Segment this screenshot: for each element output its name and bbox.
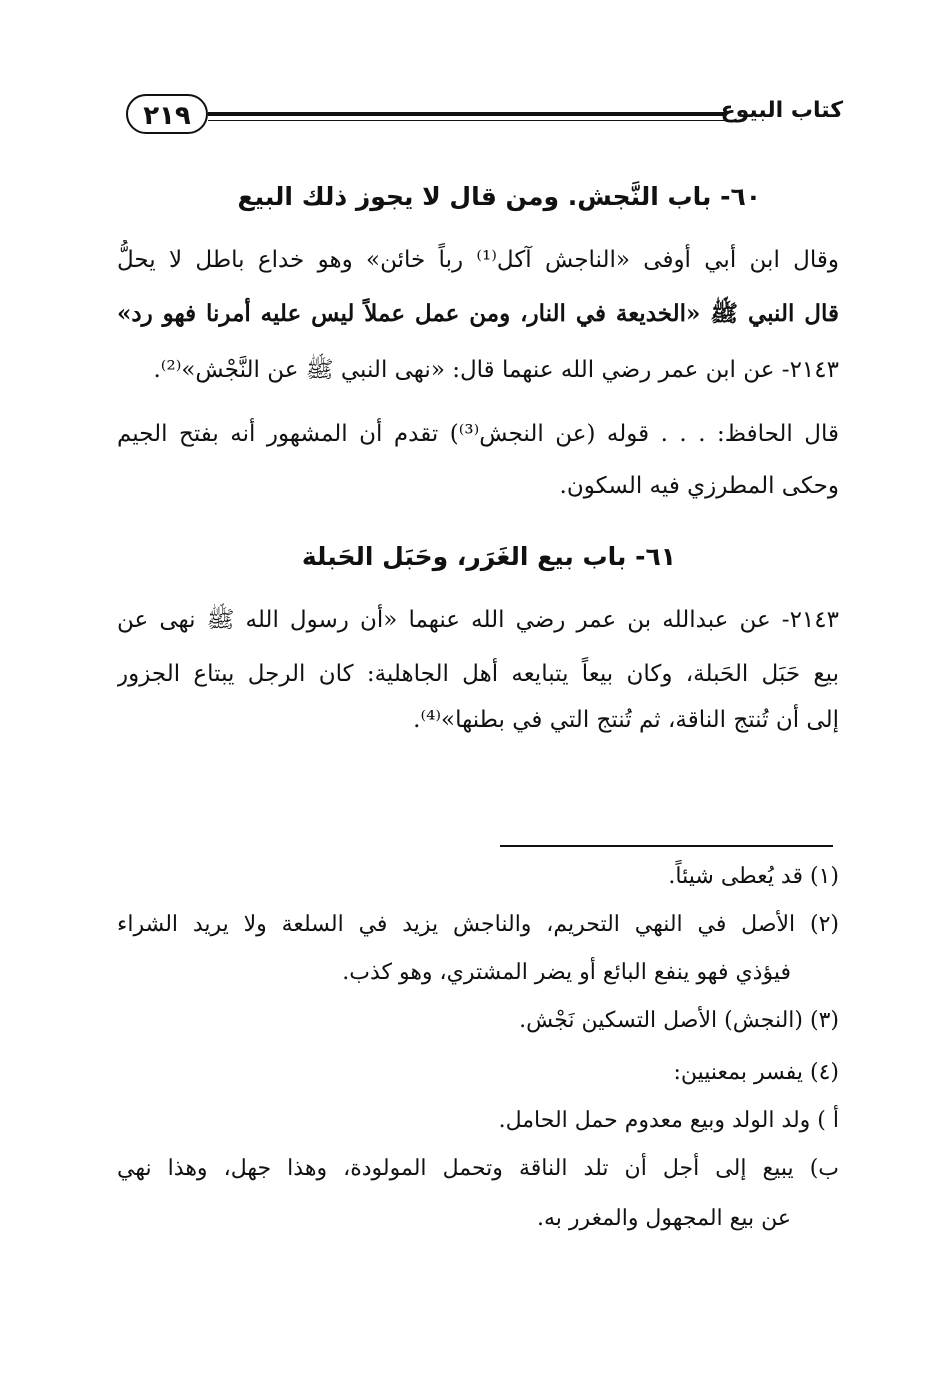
page-number: ٢١٩ [126, 94, 208, 134]
body-line: قال الحافظ: . . . قوله (عن النجش⁽³⁾) تقدم أن المشهور أنه بفتح الجيم [117, 421, 839, 447]
footnote-line: فيؤذي فهو ينفع البائع أو يضر المشتري، وهو كذب. [342, 960, 791, 985]
book-title: كتاب البيوع [720, 98, 843, 123]
header-rule-thin [208, 120, 725, 121]
footnote-separator [500, 845, 833, 847]
hadith-line: ٢١٤٣- عن عبدالله بن عمر رضي الله عنهما «أن رسول الله ﷺ نهى عن [117, 607, 839, 633]
chapter-heading-60: ٦٠- باب النَّجش. ومن قال لا يجوز ذلك البيع [237, 182, 761, 211]
footnote-line: (٢) الأصل في النهي التحريم، والناجش يزيد في السلعة ولا يريد الشراء [117, 912, 839, 937]
footnote-line: ب) يبيع إلى أجل أن تلد الناقة وتحمل المولودة، وهذا جهل، وهذا نهي [117, 1156, 839, 1181]
footnote-line: عن بيع المجهول والمغرر به. [537, 1206, 791, 1231]
body-line: إلى أن تُنتج الناقة، ثم تُنتج التي في بطنها»⁽⁴⁾. [413, 707, 839, 733]
footnote-line: (٤) يفسر بمعنيين: [673, 1060, 839, 1085]
body-line: بيع حَبَل الحَبلة، وكان بيعاً يتبايعه أهل الجاهلية: كان الرجل يبتاع الجزور [117, 661, 839, 687]
header-rule-thick [208, 112, 725, 116]
footnote-line: (١) قد يُعطى شيئاً. [668, 864, 839, 889]
footnote-line: أ ) ولد الولد وبيع معدوم حمل الحامل. [498, 1108, 839, 1133]
running-header [120, 92, 843, 142]
hadith-line: ٢١٤٣- عن ابن عمر رضي الله عنهما قال: «نهى النبي ﷺ عن النَّجْش»⁽²⁾. [153, 357, 839, 383]
body-line: وقال ابن أبي أوفى «الناجش آكل⁽¹⁾ رباً خائن» وهو خداع باطل لا يحلُّ [117, 247, 839, 273]
chapter-heading-61: ٦١- باب بيع الغَرَر، وحَبَل الحَبلة [301, 542, 676, 571]
body-line: قال النبي ﷺ «الخديعة في النار، ومن عمل عملاً ليس عليه أمرنا فهو رد» [117, 300, 839, 327]
body-line: وحكى المطرزي فيه السكون. [559, 473, 839, 499]
footnote-line: (٣) (النجش) الأصل التسكين نَجْش. [519, 1008, 839, 1033]
